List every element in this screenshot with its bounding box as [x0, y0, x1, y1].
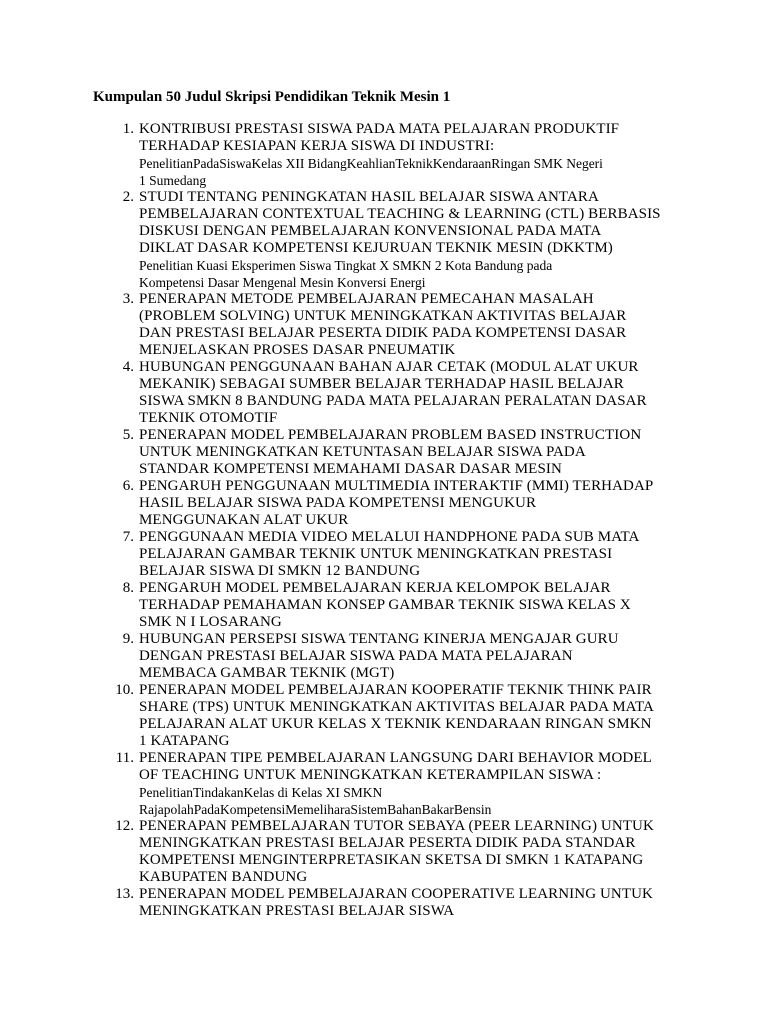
item-number: 8. [122, 580, 134, 596]
item-title-line: UNTUK MENINGKATKAN KETUNTASAN BELAJAR SISWA PADA [139, 444, 586, 460]
list-item [0, 631, 768, 682]
list-item [0, 427, 768, 478]
list-item [0, 189, 768, 291]
item-title-line: TERHADAP KESIAPAN KERJA SISWA DI INDUSTRI: [139, 138, 495, 154]
item-text [139, 121, 684, 189]
item-title-line: MENJELASKAN PROSES DASAR PNEUMATIK [139, 342, 456, 358]
item-title-line: PELAJARAN GAMBAR TEKNIK UNTUK MENINGKATKAN PRESTASI [139, 546, 613, 562]
item-title-line: BELAJAR SISWA DI SMKN 12 BANDUNG [139, 563, 421, 579]
item-title-line: PENERAPAN PEMBELAJARAN TUTOR SEBAYA (PEER LEARNING) UNTUK [139, 818, 654, 834]
item-title-line: PENERAPAN MODEL PEMBELAJARAN PROBLEM BASED INSTRUCTION [139, 427, 642, 443]
item-title-line: DIKLAT DASAR KOMPETENSI KEJURUAN TEKNIK MESIN (DKKTM) [139, 240, 613, 256]
item-text [139, 291, 684, 359]
item-number: 9. [122, 631, 134, 647]
item-title-line: HUBUNGAN PERSEPSI SISWA TENTANG KINERJA MENGAJAR GURU [139, 631, 619, 647]
list-item [0, 682, 768, 750]
item-title-line: PELAJARAN ALAT UKUR KELAS X TEKNIK KENDARAAN RINGAN SMKN [139, 716, 652, 732]
item-title-line: DAN PRESTASI BELAJAR PESERTA DIDIK PADA KOMPETENSI DASAR [139, 325, 627, 341]
item-title-line: DISKUSI DENGAN PEMBELAJARAN KONVENSIONAL PADA MATA [139, 223, 602, 239]
item-number: 11. [115, 750, 134, 766]
item-text [139, 682, 684, 750]
item-title-line: STANDAR KOMPETENSI MEMAHAMI DASAR DASAR MESIN [139, 461, 562, 477]
item-subtitle-line: RajapolahPadaKompetensiMemeliharaSistemBahanBakarBensin [139, 802, 492, 817]
item-text [139, 529, 684, 580]
list-item [0, 478, 768, 529]
item-text [139, 886, 684, 920]
item-title-line: MENINGKATKAN PRESTASI BELAJAR SISWA [139, 903, 455, 919]
item-text [139, 359, 684, 427]
item-title-line: MENINGKATKAN PRESTASI BELAJAR PESERTA DIDIK PADA STANDAR [139, 835, 636, 851]
list-item [0, 359, 768, 427]
item-number: 4. [122, 359, 134, 375]
item-title-line: TERHADAP PEMAHAMAN KONSEP GAMBAR TEKNIK SISWA KELAS X [139, 597, 631, 613]
item-subtitle-line: PenelitianPadaSiswaKelas XII BidangKeahlianTeknikKendaraanRingan SMK Negeri [139, 156, 603, 171]
list-item [0, 818, 768, 886]
item-subtitle-line: Kompetensi Dasar Mengenal Mesin Konversi Energi [139, 275, 426, 290]
list-item [0, 121, 768, 189]
item-title-line: SMK N I LOSARANG [139, 614, 282, 630]
list-item [0, 529, 768, 580]
item-title-line: MENGGUNAKAN ALAT UKUR [139, 512, 349, 528]
list-item [0, 291, 768, 359]
item-title-line: PENGARUH PENGGUNAAN MULTIMEDIA INTERAKTIF (MMI) TERHADAP [139, 478, 654, 494]
item-number: 13. [115, 886, 134, 902]
item-title-line: STUDI TENTANG PENINGKATAN HASIL BELAJAR SISWA ANTARA [139, 189, 599, 205]
item-title-line: PENGGUNAAN MEDIA VIDEO MELALUI HANDPHONE PADA SUB MATA [139, 529, 640, 545]
item-title-line: HASIL BELAJAR SISWA PADA KOMPETENSI MENGUKUR [139, 495, 537, 511]
item-title-line: TEKNIK OTOMOTIF [139, 410, 278, 426]
item-text [139, 631, 684, 682]
item-text [139, 580, 684, 631]
list-item [0, 886, 768, 920]
item-title-line: PENERAPAN MODEL PEMBELAJARAN COOPERATIVE LEARNING UNTUK [139, 886, 653, 902]
item-text [139, 189, 684, 291]
item-title-line: KABUPATEN BANDUNG [139, 869, 308, 885]
list-item [0, 750, 768, 818]
item-title-line: PEMBELAJARAN CONTEXTUAL TEACHING & LEARNING (CTL) BERBASIS [139, 206, 661, 222]
item-title-line: KONTRIBUSI PRESTASI SISWA PADA MATA PELAJARAN PRODUKTIF [139, 121, 620, 137]
list-item [0, 580, 768, 631]
item-title-line: PENGARUH MODEL PEMBELAJARAN KERJA KELOMPOK BELAJAR [139, 580, 611, 596]
thesis-title-list [0, 121, 768, 920]
item-title-line: SISWA SMKN 8 BANDUNG PADA MATA PELAJARAN PERALATAN DASAR [139, 393, 647, 409]
item-number: 6. [122, 478, 134, 494]
item-subtitle-line: Penelitian Kuasi Eksperimen Siswa Tingkat X SMKN 2 Kota Bandung pada [139, 258, 553, 273]
item-title-line: KOMPETENSI MENGINTERPRETASIKAN SKETSA DI SMKN 1 KATAPANG [139, 852, 644, 868]
item-title-line: PENERAPAN METODE PEMBELAJARAN PEMECAHAN MASALAH [139, 291, 594, 307]
item-title-line: HUBUNGAN PENGGUNAAN BAHAN AJAR CETAK (MODUL ALAT UKUR [139, 359, 639, 375]
item-number: 3. [122, 291, 134, 307]
item-title-line: PENERAPAN TIPE PEMBELAJARAN LANGSUNG DARI BEHAVIOR MODEL [139, 750, 652, 766]
item-text [139, 750, 684, 818]
item-title-line: MEKANIK) SEBAGAI SUMBER BELAJAR TERHADAP HASIL BELAJAR [139, 376, 624, 392]
item-title-line: 1 KATAPANG [139, 733, 230, 749]
item-subtitle-line: PenelitianTindakanKelas di Kelas XI SMKN [139, 785, 383, 800]
item-title-line: DENGAN PRESTASI BELAJAR SISWA PADA MATA PELAJARAN [139, 648, 573, 664]
item-number: 7. [122, 529, 134, 545]
item-number: 1. [122, 121, 134, 137]
item-number: 5. [122, 427, 134, 443]
item-number: 2. [122, 189, 134, 205]
item-title-line: SHARE (TPS) UNTUK MENINGKATKAN AKTIVITAS BELAJAR PADA MATA [139, 699, 654, 715]
item-title-line: PENERAPAN MODEL PEMBELAJARAN KOOPERATIF TEKNIK THINK PAIR [139, 682, 652, 698]
document-title: Kumpulan 50 Judul Skripsi Pendidikan Teknik Mesin 1 [93, 89, 451, 105]
item-text [139, 427, 684, 478]
item-number: 10. [115, 682, 134, 698]
item-title-line: OF TEACHING UNTUK MENINGKATKAN KETERAMPILAN SISWA : [139, 767, 602, 783]
item-number: 12. [115, 818, 134, 834]
item-title-line: MEMBACA GAMBAR TEKNIK (MGT) [139, 665, 395, 681]
item-subtitle-line: 1 Sumedang [139, 173, 207, 188]
item-text [139, 818, 684, 886]
item-title-line: (PROBLEM SOLVING) UNTUK MENINGKATKAN AKTIVITAS BELAJAR [139, 308, 627, 324]
item-text [139, 478, 684, 529]
